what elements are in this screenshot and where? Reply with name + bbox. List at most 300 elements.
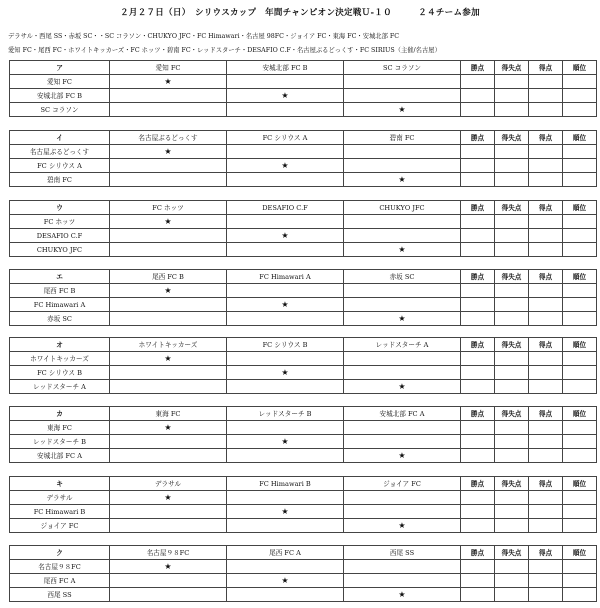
self-match-cell xyxy=(110,284,227,298)
stat-cell xyxy=(495,243,529,257)
star-icon: ★ xyxy=(398,313,406,323)
team-name: デラサル xyxy=(10,491,110,505)
opponent-header: SC コラソン xyxy=(344,61,461,75)
stat-cell xyxy=(563,243,597,257)
stat-cell xyxy=(563,366,597,380)
stat-header: 得失点 xyxy=(495,338,529,352)
stat-cell xyxy=(495,519,529,533)
result-cell xyxy=(227,421,344,435)
stat-header: 勝点 xyxy=(461,338,495,352)
opponent-header: 安城北部 FC A xyxy=(344,407,461,421)
opponent-header: FC Himawari B xyxy=(227,477,344,491)
self-match-cell xyxy=(227,229,344,243)
table-row xyxy=(10,505,597,519)
result-cell xyxy=(110,312,227,326)
star-icon: ★ xyxy=(281,436,289,446)
result-cell xyxy=(227,449,344,463)
result-cell xyxy=(344,145,461,159)
self-match-cell xyxy=(110,421,227,435)
stat-cell xyxy=(461,173,495,187)
stat-cell xyxy=(529,89,563,103)
stat-cell xyxy=(461,298,495,312)
stat-cell xyxy=(563,380,597,394)
star-icon: ★ xyxy=(281,367,289,377)
stat-cell xyxy=(461,229,495,243)
table-row xyxy=(10,312,597,326)
result-cell xyxy=(344,284,461,298)
star-icon: ★ xyxy=(281,299,289,309)
stat-cell xyxy=(461,574,495,588)
stat-header: 得点 xyxy=(529,407,563,421)
self-match-cell xyxy=(110,215,227,229)
stat-cell xyxy=(529,435,563,449)
stat-cell xyxy=(495,505,529,519)
result-cell xyxy=(110,103,227,117)
stat-header: 順位 xyxy=(563,270,597,284)
self-match-cell xyxy=(227,574,344,588)
stat-cell xyxy=(563,215,597,229)
stat-header: 勝点 xyxy=(461,407,495,421)
star-icon: ★ xyxy=(164,422,172,432)
result-cell xyxy=(227,215,344,229)
team-name: 西尾 SS xyxy=(10,588,110,602)
stat-cell xyxy=(563,229,597,243)
table-row xyxy=(10,421,597,435)
result-cell xyxy=(344,560,461,574)
result-cell xyxy=(110,89,227,103)
stat-header: 勝点 xyxy=(461,270,495,284)
stat-cell xyxy=(529,103,563,117)
stat-cell xyxy=(461,366,495,380)
stat-header: 得失点 xyxy=(495,61,529,75)
result-cell xyxy=(227,75,344,89)
stat-header: 得点 xyxy=(529,270,563,284)
stat-header: 順位 xyxy=(563,61,597,75)
opponent-header: 尾西 FC B xyxy=(110,270,227,284)
stat-cell xyxy=(529,229,563,243)
stat-header: 得点 xyxy=(529,131,563,145)
stat-cell xyxy=(529,284,563,298)
star-icon: ★ xyxy=(281,90,289,100)
stat-cell xyxy=(563,588,597,602)
self-match-cell xyxy=(344,103,461,117)
result-cell xyxy=(344,159,461,173)
stat-cell xyxy=(495,491,529,505)
stat-header: 得失点 xyxy=(495,407,529,421)
stat-cell xyxy=(461,449,495,463)
stat-cell xyxy=(495,588,529,602)
self-match-cell xyxy=(110,560,227,574)
stat-cell xyxy=(529,560,563,574)
self-match-cell xyxy=(227,89,344,103)
self-match-cell xyxy=(227,505,344,519)
team-name: 名古屋９８FC xyxy=(10,560,110,574)
star-icon: ★ xyxy=(398,244,406,254)
stat-cell xyxy=(563,103,597,117)
stat-cell xyxy=(563,421,597,435)
self-match-cell xyxy=(227,435,344,449)
stat-cell xyxy=(563,352,597,366)
stat-cell xyxy=(495,421,529,435)
self-match-cell xyxy=(227,366,344,380)
stat-cell xyxy=(563,89,597,103)
result-cell xyxy=(344,89,461,103)
team-name: FC Himawari A xyxy=(10,298,110,312)
result-cell xyxy=(110,366,227,380)
table-row xyxy=(10,243,597,257)
result-cell xyxy=(227,560,344,574)
group-table-5 xyxy=(9,337,597,394)
stat-header: 順位 xyxy=(563,477,597,491)
stat-header: 得点 xyxy=(529,61,563,75)
opponent-header: 碧南 FC xyxy=(344,131,461,145)
star-icon: ★ xyxy=(281,575,289,585)
stat-cell xyxy=(529,421,563,435)
stat-cell xyxy=(461,588,495,602)
opponent-header: デラサル xyxy=(110,477,227,491)
group-label: オ xyxy=(10,338,110,352)
stat-cell xyxy=(495,574,529,588)
team-name: 安城北部 FC A xyxy=(10,449,110,463)
stat-cell xyxy=(495,173,529,187)
stat-cell xyxy=(461,560,495,574)
team-name: レッドスターチ A xyxy=(10,380,110,394)
stat-cell xyxy=(529,574,563,588)
opponent-header: 東海 FC xyxy=(110,407,227,421)
self-match-cell xyxy=(110,145,227,159)
team-name: 碧南 FC xyxy=(10,173,110,187)
stat-header: 得失点 xyxy=(495,270,529,284)
stat-cell xyxy=(563,505,597,519)
table-row xyxy=(10,89,597,103)
stat-cell xyxy=(461,491,495,505)
result-cell xyxy=(344,215,461,229)
stat-cell xyxy=(495,352,529,366)
group-header-row xyxy=(10,407,597,421)
stat-header: 順位 xyxy=(563,546,597,560)
group-table-6 xyxy=(9,406,597,463)
stat-cell xyxy=(529,352,563,366)
result-cell xyxy=(110,574,227,588)
result-cell xyxy=(344,75,461,89)
stat-cell xyxy=(461,243,495,257)
stat-cell xyxy=(529,366,563,380)
team-name: FC Himawari B xyxy=(10,505,110,519)
star-icon: ★ xyxy=(281,230,289,240)
table-row xyxy=(10,284,597,298)
table-row xyxy=(10,366,597,380)
stat-header: 勝点 xyxy=(461,201,495,215)
opponent-header: 赤坂 SC xyxy=(344,270,461,284)
stat-header: 得失点 xyxy=(495,131,529,145)
team-name: 名古屋ぶるどっくす xyxy=(10,145,110,159)
stat-cell xyxy=(529,298,563,312)
stat-cell xyxy=(495,298,529,312)
stat-cell xyxy=(461,380,495,394)
opponent-header: 尾西 FC A xyxy=(227,546,344,560)
group-header-row xyxy=(10,270,597,284)
self-match-cell xyxy=(227,159,344,173)
stat-cell xyxy=(529,215,563,229)
stat-header: 得失点 xyxy=(495,546,529,560)
stat-cell xyxy=(495,366,529,380)
result-cell xyxy=(110,243,227,257)
table-row xyxy=(10,574,597,588)
result-cell xyxy=(344,491,461,505)
star-icon: ★ xyxy=(398,381,406,391)
result-cell xyxy=(227,519,344,533)
opponent-header: CHUKYO JFC xyxy=(344,201,461,215)
stat-cell xyxy=(529,243,563,257)
stat-cell xyxy=(529,145,563,159)
self-match-cell xyxy=(344,519,461,533)
stat-header: 得点 xyxy=(529,477,563,491)
star-icon: ★ xyxy=(281,506,289,516)
team-name: CHUKYO JFC xyxy=(10,243,110,257)
opponent-header: 愛知 FC xyxy=(110,61,227,75)
self-match-cell xyxy=(344,243,461,257)
stat-cell xyxy=(495,75,529,89)
stat-cell xyxy=(563,491,597,505)
opponent-header: レッドスターチ B xyxy=(227,407,344,421)
stat-cell xyxy=(563,449,597,463)
stat-header: 得点 xyxy=(529,338,563,352)
star-icon: ★ xyxy=(398,589,406,599)
table-row xyxy=(10,103,597,117)
page-title: ２月２７日（日） シリウスカップ 年間チャンピオン決定戦Ｕ-１０ ２４チーム参加 xyxy=(120,8,480,18)
opponent-header: 名古屋９８FC xyxy=(110,546,227,560)
group-label: エ xyxy=(10,270,110,284)
result-cell xyxy=(227,145,344,159)
stat-cell xyxy=(563,574,597,588)
stat-cell xyxy=(529,505,563,519)
star-icon: ★ xyxy=(164,353,172,363)
participants-line-2: 愛知 FC・尾西 FC・ホワイトキッカーズ・FC ホッツ・碧南 FC・レッドスターチ・DESAFIO C.F・名古屋ぶるどっくす・FC SIRIUS（主催/名古屋） xyxy=(8,47,441,54)
stat-header: 順位 xyxy=(563,338,597,352)
stat-cell xyxy=(563,435,597,449)
stat-cell xyxy=(529,449,563,463)
stat-cell xyxy=(529,380,563,394)
stat-cell xyxy=(495,435,529,449)
table-row xyxy=(10,588,597,602)
stat-cell xyxy=(529,519,563,533)
stat-cell xyxy=(563,284,597,298)
opponent-header: 安城北部 FC B xyxy=(227,61,344,75)
result-cell xyxy=(344,574,461,588)
team-name: 尾西 FC A xyxy=(10,574,110,588)
stat-cell xyxy=(495,560,529,574)
group-label: ア xyxy=(10,61,110,75)
stat-cell xyxy=(461,103,495,117)
stat-cell xyxy=(495,449,529,463)
self-match-cell xyxy=(344,588,461,602)
team-name: FC ホッツ xyxy=(10,215,110,229)
table-row xyxy=(10,380,597,394)
stat-header: 勝点 xyxy=(461,477,495,491)
stat-cell xyxy=(461,421,495,435)
star-icon: ★ xyxy=(164,76,172,86)
opponent-header: FC ホッツ xyxy=(110,201,227,215)
result-cell xyxy=(227,243,344,257)
opponent-header: ジョイア FC xyxy=(344,477,461,491)
stat-cell xyxy=(461,215,495,229)
result-cell xyxy=(227,491,344,505)
group-label: カ xyxy=(10,407,110,421)
stat-cell xyxy=(461,312,495,326)
team-name: 赤坂 SC xyxy=(10,312,110,326)
group-header-row xyxy=(10,477,597,491)
table-row xyxy=(10,229,597,243)
stat-cell xyxy=(495,159,529,173)
result-cell xyxy=(227,284,344,298)
opponent-header: FC シリウス A xyxy=(227,131,344,145)
stat-cell xyxy=(495,89,529,103)
stat-cell xyxy=(529,491,563,505)
result-cell xyxy=(110,435,227,449)
result-cell xyxy=(110,229,227,243)
table-row xyxy=(10,75,597,89)
star-icon: ★ xyxy=(164,561,172,571)
stat-cell xyxy=(563,173,597,187)
star-icon: ★ xyxy=(398,520,406,530)
table-row xyxy=(10,352,597,366)
group-header-row xyxy=(10,546,597,560)
stat-header: 得失点 xyxy=(495,477,529,491)
team-name: FC シリウス B xyxy=(10,366,110,380)
opponent-header: FC シリウス B xyxy=(227,338,344,352)
result-cell xyxy=(227,588,344,602)
self-match-cell xyxy=(344,173,461,187)
team-name: 安城北部 FC B xyxy=(10,89,110,103)
result-cell xyxy=(110,173,227,187)
result-cell xyxy=(344,505,461,519)
table-row xyxy=(10,491,597,505)
result-cell xyxy=(344,435,461,449)
stat-cell xyxy=(495,312,529,326)
stat-cell xyxy=(529,588,563,602)
table-row xyxy=(10,435,597,449)
opponent-header: 西尾 SS xyxy=(344,546,461,560)
table-row xyxy=(10,519,597,533)
result-cell xyxy=(344,421,461,435)
stat-cell xyxy=(563,298,597,312)
opponent-header: ホワイトキッカーズ xyxy=(110,338,227,352)
opponent-header: 名古屋ぶるどっくす xyxy=(110,131,227,145)
result-cell xyxy=(110,380,227,394)
group-table-8 xyxy=(9,545,597,602)
stat-cell xyxy=(461,89,495,103)
self-match-cell xyxy=(344,380,461,394)
team-name: SC コラソン xyxy=(10,103,110,117)
participants-line-1: デラサル・西尾 SS・赤坂 SC・・SC コラソン・CHUKYO JFC・FC Himawari・名古屋 98FC・ジョイア FC・東海 FC・安城北部 FC xyxy=(8,33,400,40)
self-match-cell xyxy=(110,75,227,89)
stat-cell xyxy=(529,312,563,326)
stat-cell xyxy=(461,352,495,366)
stat-cell xyxy=(461,505,495,519)
team-name: DESAFIO C.F xyxy=(10,229,110,243)
star-icon: ★ xyxy=(398,104,406,114)
group-header-row xyxy=(10,201,597,215)
table-row xyxy=(10,449,597,463)
group-label: ウ xyxy=(10,201,110,215)
group-table-1 xyxy=(9,60,597,117)
group-table-2 xyxy=(9,130,597,187)
team-name: ジョイア FC xyxy=(10,519,110,533)
self-match-cell xyxy=(227,298,344,312)
opponent-header: レッドスターチ A xyxy=(344,338,461,352)
group-label: キ xyxy=(10,477,110,491)
table-row xyxy=(10,215,597,229)
result-cell xyxy=(227,380,344,394)
stat-header: 順位 xyxy=(563,201,597,215)
stat-cell xyxy=(529,159,563,173)
result-cell xyxy=(344,352,461,366)
result-cell xyxy=(227,352,344,366)
group-label: イ xyxy=(10,131,110,145)
stat-cell xyxy=(495,103,529,117)
stat-cell xyxy=(563,560,597,574)
stat-header: 勝点 xyxy=(461,131,495,145)
stat-cell xyxy=(495,284,529,298)
group-header-row xyxy=(10,61,597,75)
stat-cell xyxy=(495,145,529,159)
stat-header: 順位 xyxy=(563,131,597,145)
result-cell xyxy=(110,505,227,519)
stat-cell xyxy=(563,145,597,159)
team-name: 東海 FC xyxy=(10,421,110,435)
team-name: 尾西 FC B xyxy=(10,284,110,298)
team-name: ホワイトキッカーズ xyxy=(10,352,110,366)
stat-header: 勝点 xyxy=(461,61,495,75)
table-row xyxy=(10,560,597,574)
stat-cell xyxy=(495,380,529,394)
result-cell xyxy=(110,159,227,173)
star-icon: ★ xyxy=(164,492,172,502)
team-name: レッドスターチ B xyxy=(10,435,110,449)
stat-cell xyxy=(461,145,495,159)
stat-cell xyxy=(563,159,597,173)
result-cell xyxy=(344,366,461,380)
self-match-cell xyxy=(110,352,227,366)
stat-cell xyxy=(461,75,495,89)
stat-cell xyxy=(529,75,563,89)
stat-cell xyxy=(495,215,529,229)
stat-cell xyxy=(563,75,597,89)
result-cell xyxy=(344,229,461,243)
group-table-7 xyxy=(9,476,597,533)
result-cell xyxy=(227,173,344,187)
self-match-cell xyxy=(344,312,461,326)
star-icon: ★ xyxy=(398,174,406,184)
result-cell xyxy=(344,298,461,312)
stat-cell xyxy=(563,312,597,326)
self-match-cell xyxy=(344,449,461,463)
stat-header: 得点 xyxy=(529,201,563,215)
self-match-cell xyxy=(110,491,227,505)
stat-header: 得点 xyxy=(529,546,563,560)
star-icon: ★ xyxy=(281,160,289,170)
result-cell xyxy=(110,298,227,312)
stat-cell xyxy=(461,519,495,533)
group-table-4 xyxy=(9,269,597,326)
table-row xyxy=(10,159,597,173)
opponent-header: DESAFIO C.F xyxy=(227,201,344,215)
star-icon: ★ xyxy=(164,146,172,156)
stat-cell xyxy=(495,229,529,243)
group-header-row xyxy=(10,338,597,352)
star-icon: ★ xyxy=(164,216,172,226)
stat-cell xyxy=(461,284,495,298)
